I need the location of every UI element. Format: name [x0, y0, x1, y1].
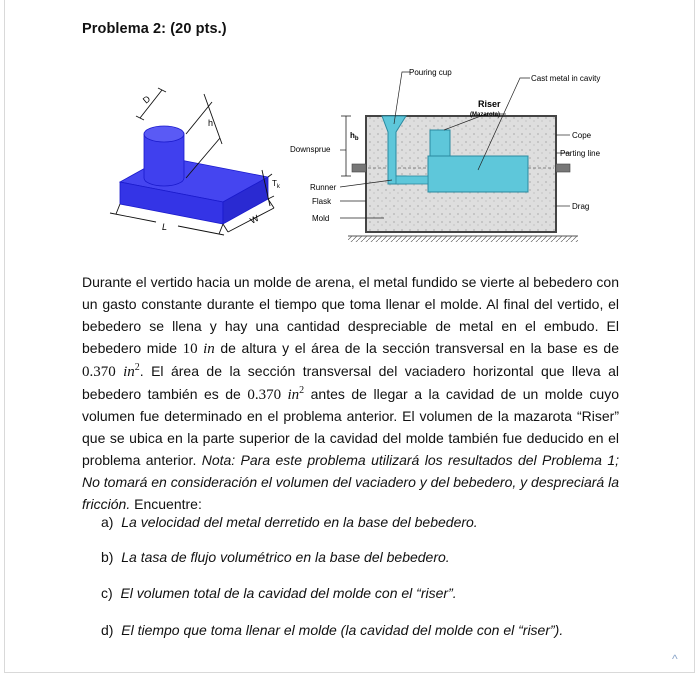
problem-title: Problema 2: (20 pts.) [82, 21, 227, 37]
cylinder-top [144, 126, 184, 142]
downsprue-label: Downsprue [290, 145, 331, 154]
question-a: a) La velocidad del metal derretido en la base del bebedero. [101, 514, 478, 530]
pouring-cup-label: Pouring cup [409, 68, 452, 77]
height-value: 10 [182, 340, 198, 357]
flask-label: Flask [312, 197, 332, 206]
block-cylinder-figure [100, 82, 290, 252]
hb-label: $h_b$ [350, 131, 359, 142]
parting-line-label: Parting line [560, 149, 601, 158]
scroll-up-icon[interactable]: ^ [672, 652, 678, 666]
sand-mold-figure [288, 60, 618, 250]
dim-d-label: D [140, 93, 153, 106]
dim-w-label: W [248, 212, 261, 226]
question-d: d) El tiempo que toma llenar el molde (la cavidad del molde con el “riser”). [101, 622, 564, 638]
dim-tk-label: $T_k$ [272, 179, 280, 190]
runner-label: Runner [310, 183, 337, 192]
mold-label: Mold [312, 214, 330, 223]
drag-label: Drag [572, 202, 590, 211]
cope-label: Cope [572, 131, 592, 140]
dim-h-label: h [208, 118, 214, 128]
cast-metal-label: Cast metal in cavity [531, 74, 601, 83]
runner-area-value: 0.370 [247, 386, 282, 403]
riser-label: Riser [478, 99, 501, 109]
runner-shape [396, 176, 428, 184]
flask-pin-right [556, 164, 570, 172]
question-b: b) La tasa de flujo volumétrico en la base del bebedero. [101, 549, 450, 565]
cavity-shape [428, 156, 528, 192]
question-c: c) El volumen total de la cavidad del molde con el “riser”. [101, 585, 457, 601]
dim-l-label: L [162, 222, 168, 232]
problem-statement: Durante el vertido hacia un molde de arena, el metal fundido se vierte al bebedero con un gasto constante durante el tiempo que toma llenar el molde. Al final del vertido, el bebedero se llena y hay una cantidad despreciable de metal en el embudo. El bebedero mide 10 in de altura y el área de la sección transversal en la base es de 0.370 $in^2$. El área de la sección transversal del vaciadero horizontal que lleva al bebedero también es de 0.370 $in^2$ antes de llegar a la cavidad de un molde cuyo volumen fue determinado en el problema anterior. El volumen de la mazarota “Riser” que se ubica en la parte superior de la cavidad del molde también fue deducido en el problema anterior. Nota: Para este problema utilizará los resultados del Problema 1; No tomará en consideración el volumen del vaciadero y del bebedero, y despreciará la fricción. Encuentre: [82, 274, 620, 513]
area-value: 0.370 [82, 363, 116, 380]
problem-note: Nota: Para este problema utilizará los resultados del Problema 1; No tomará en consideración el volumen del vaciadero y del bebedero, y despreciará la fricción. [82, 452, 620, 513]
riser-shape [430, 130, 450, 156]
ground-hatch [348, 236, 578, 242]
flask-pin-left [352, 164, 366, 172]
mazarota-label: (Mazarota) [470, 112, 501, 118]
